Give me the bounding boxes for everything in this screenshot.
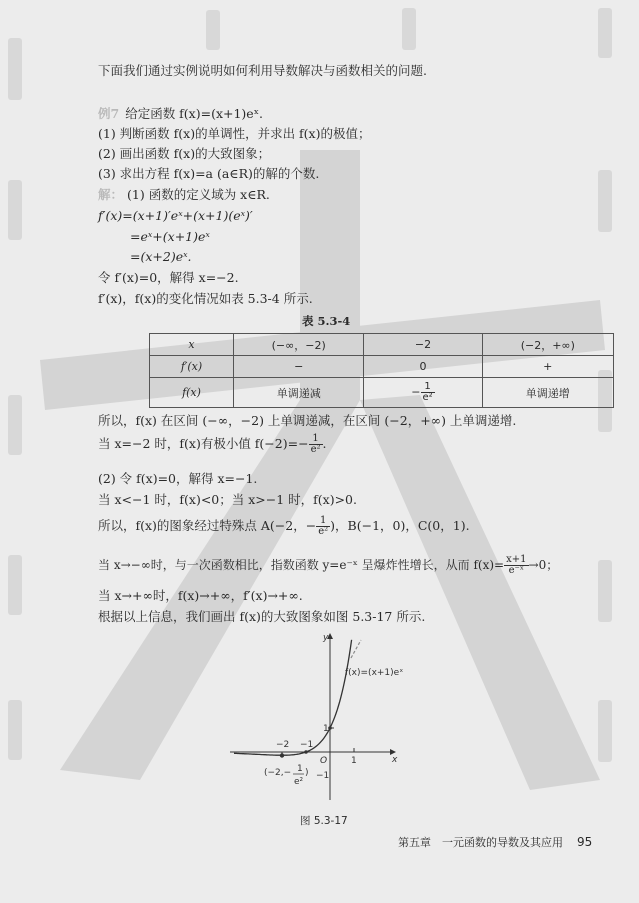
curve-dashed — [351, 640, 361, 658]
after-line-6-post: →0； — [528, 558, 559, 572]
after-line-5-fraction — [316, 516, 330, 537]
table-cell: (−2，+∞) — [482, 334, 613, 356]
after-line-8: 根据以上信息，我们画出 f(x)的大致图象如图 5.3-17 所示. — [98, 609, 426, 624]
after-line-2 — [98, 434, 326, 455]
curve-label: f(x)=(x+1)eˣ — [345, 668, 404, 678]
origin-label: O — [320, 756, 328, 766]
solution-line-1 — [98, 187, 270, 203]
table-cell: (−∞，−2) — [234, 334, 364, 356]
after-line-2-post: . — [322, 436, 327, 451]
fraction-num: 1 — [421, 382, 435, 393]
fraction-den: e⁻ˣ — [508, 565, 525, 576]
after-line-6 — [98, 555, 558, 576]
point-A-close: ) — [305, 768, 309, 778]
after-line-5-post: )，B(−1，0)，C(0，1). — [330, 518, 470, 533]
chapter-title: 第五章 一元函数的导数及其应用 — [398, 836, 563, 849]
point-A-den: e² — [294, 777, 304, 787]
after-line-6-pre: 当 x→−∞时，与一次函数相比，指数函数 y=e⁻ˣ 呈爆炸性增长，从而 f(x)= — [98, 558, 505, 572]
after-line-3: (2) 令 f(x)=0，解得 x=−1. — [98, 471, 258, 486]
point-A — [280, 753, 284, 757]
tick-label-1x: 1 — [351, 756, 357, 766]
after-line-5 — [98, 516, 470, 537]
solution-tag: 解： — [98, 187, 124, 202]
solution-text-1: (1) 函数的定义域为 x∈R. — [127, 187, 270, 202]
table-cell: 单调递增 — [482, 378, 613, 408]
table-caption: 表 5.3-4 — [302, 314, 351, 328]
solution-line-3: =eˣ+(x+1)eˣ — [130, 229, 210, 244]
tick-label-neg1: −1 — [300, 740, 314, 750]
after-line-2-pre: 当 x=−2 时，f(x)有极小值 f(−2)=− — [98, 436, 309, 451]
table-cell-min — [364, 378, 482, 408]
tick-label-neg2: −2 — [276, 740, 290, 750]
after-line-4: 当 x<−1 时，f(x)<0；当 x>−1 时，f(x)>0. — [98, 492, 357, 507]
solution-line-4: =(x+2)eˣ. — [130, 249, 192, 264]
after-line-5-pre: 所以，f(x)的图象经过特殊点 A(−2，− — [98, 518, 317, 533]
solution-line-6: f′(x)，f(x)的变化情况如表 5.3-4 所示. — [98, 291, 313, 306]
table-cell: − — [234, 356, 364, 378]
solution-line-5: 令 f′(x)=0，解得 x=−2. — [98, 270, 239, 285]
after-line-6-fraction — [504, 555, 528, 576]
fraction-num: 1 — [309, 434, 323, 445]
tick-label-neg1y: −1 — [316, 771, 330, 781]
curve-f — [234, 640, 352, 755]
tick-label-1y: 1 — [323, 724, 329, 734]
page-number: 95 — [577, 835, 593, 849]
fraction-den: e² — [422, 392, 433, 403]
after-line-2-fraction — [309, 434, 323, 455]
example-question-2: (2) 画出函数 f(x)的大致图象； — [98, 146, 271, 161]
page-footer — [398, 834, 592, 850]
table-cell: 单调递减 — [234, 378, 364, 408]
intro-text: 下面我们通过实例说明如何利用导数解决与函数相关的问题. — [98, 63, 427, 78]
table-cell: f′(x) — [150, 356, 234, 378]
table-row-x — [150, 334, 614, 356]
figure-caption: 图 5.3-17 — [300, 815, 348, 827]
solution-line-2: f′(x)=(x+1)′eˣ+(x+1)(eˣ)′ — [98, 208, 253, 223]
table-cell: −2 — [364, 334, 482, 356]
point-C — [328, 726, 332, 730]
function-graph — [220, 628, 410, 808]
example-question-1: (1) 判断函数 f(x)的单调性，并求出 f(x)的极值； — [98, 126, 371, 141]
table-row-fprime — [150, 356, 614, 378]
fraction-den: e² — [318, 526, 329, 537]
fraction-num: 1 — [316, 516, 330, 527]
example-heading — [98, 106, 263, 122]
min-sign: − — [411, 385, 421, 399]
variation-table — [149, 333, 614, 408]
example-tag: 例7 — [98, 106, 120, 121]
fraction-den: e² — [310, 444, 321, 455]
example-statement: 给定函数 f(x)=(x+1)eˣ. — [125, 106, 263, 121]
table-row-f — [150, 378, 614, 408]
min-fraction — [421, 382, 435, 403]
table-cell: + — [482, 356, 613, 378]
after-line-7: 当 x→+∞时，f(x)→+∞，f′(x)→+∞. — [98, 588, 303, 603]
point-A-num: 1 — [297, 764, 303, 774]
table-cell: f(x) — [150, 378, 234, 408]
table-cell: 0 — [364, 356, 482, 378]
point-A-label: (−2,− — [264, 768, 292, 778]
table-cell: x — [150, 334, 234, 356]
fraction-num: x+1 — [506, 554, 527, 565]
after-line-1: 所以，f(x) 在区间 (−∞，−2) 上单调递减，在区间 (−2，+∞) 上单调递增. — [98, 413, 517, 428]
x-axis-label: x — [392, 755, 398, 765]
point-B — [304, 750, 308, 754]
example-question-3: (3) 求出方程 f(x)=a (a∈R)的解的个数. — [98, 166, 320, 181]
y-axis-label: y — [323, 633, 329, 643]
